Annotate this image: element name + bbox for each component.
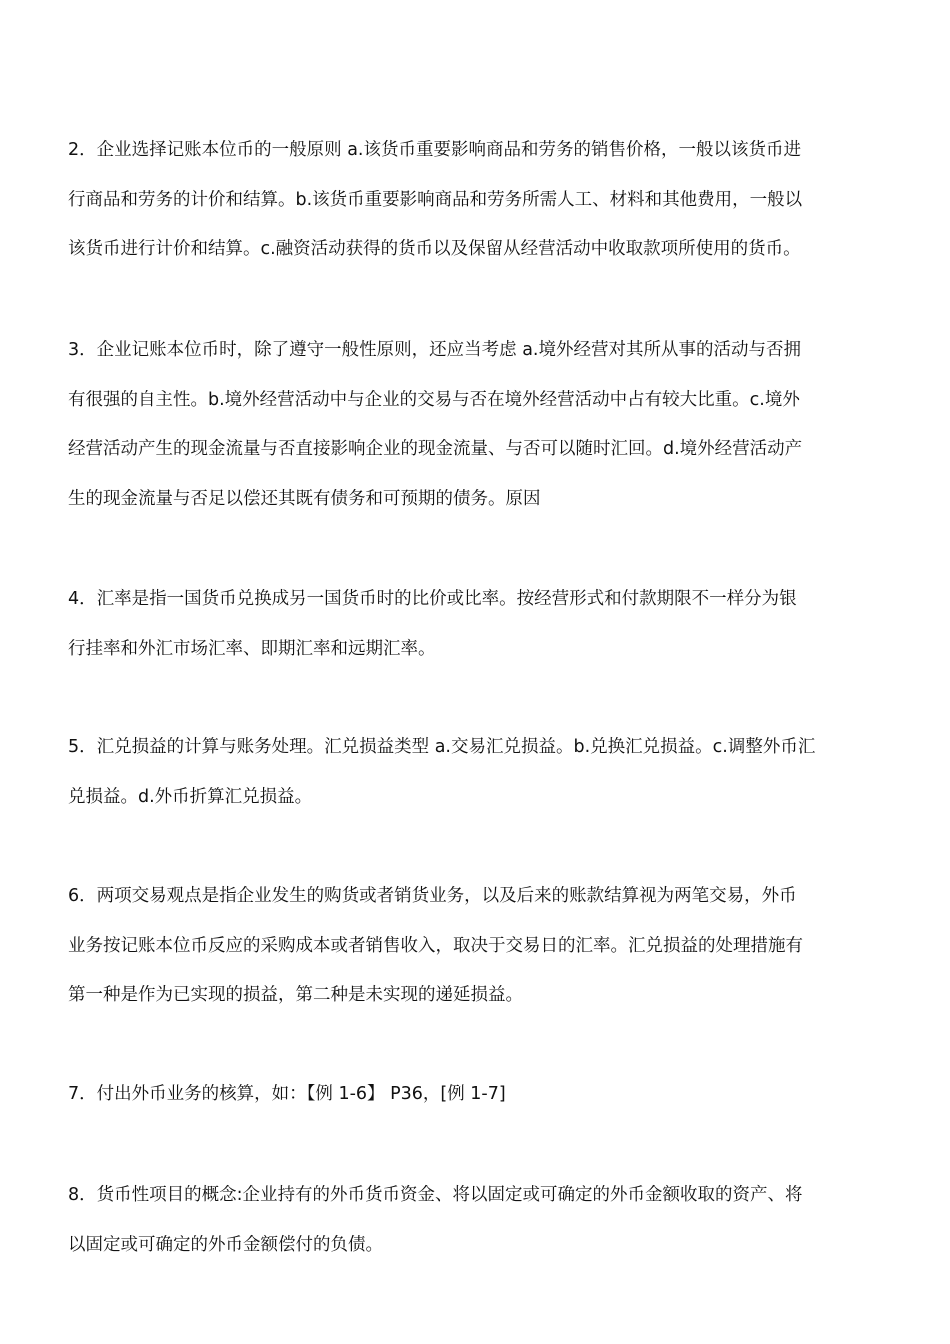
paragraph-8 bbox=[68, 1171, 880, 1270]
paragraph-6 bbox=[68, 872, 880, 1021]
paragraph-line: 2．企业选择记账本位币的一般原则 a.该货币重要影响商品和劳务的销售价格，一般以该货币进 bbox=[68, 140, 801, 160]
paragraph-line: 7．付出外币业务的核算，如：【例 1-6】 P36，[例 1-7] bbox=[68, 1084, 506, 1104]
paragraph-line: 3．企业记账本位币时，除了遵守一般性原则，还应当考虑 a.境外经营对其所从事的活动与否拥 bbox=[68, 340, 801, 360]
paragraph-line: 第一种是作为已实现的损益，第二种是未实现的递延损益。 bbox=[68, 985, 523, 1005]
paragraph-2 bbox=[68, 126, 880, 275]
paragraph-7 bbox=[68, 1070, 880, 1120]
paragraph-line: 生的现金流量与否足以偿还其既有债务和可预期的债务。原因 bbox=[68, 488, 541, 509]
paragraph-line: 以固定或可确定的外币金额偿付的负债。 bbox=[68, 1234, 383, 1255]
paragraph-line: 行商品和劳务的计价和结算。b.该货币重要影响商品和劳务所需人工、材料和其他费用，一般以 bbox=[68, 189, 803, 210]
paragraph-line: 5．汇兑损益的计算与账务处理。汇兑损益类型 a.交易汇兑损益。b.兑换汇兑损益。c.调整外币汇 bbox=[68, 737, 816, 757]
paragraph-line: 该货币进行计价和结算。c.融资活动获得的货币以及保留从经营活动中收取款项所使用的货币。 bbox=[68, 239, 801, 259]
paragraph-line: 业务按记账本位币反应的采购成本或者销售收入，取决于交易日的汇率。汇兑损益的处理措施有 bbox=[68, 935, 803, 956]
paragraph-line: 有很强的自主性。b.境外经营活动中与企业的交易与否在境外经营活动中占有较大比重。c.境外 bbox=[68, 389, 800, 410]
paragraph-line: 行挂率和外汇市场汇率、即期汇率和远期汇率。 bbox=[68, 638, 436, 659]
paragraph-4 bbox=[68, 575, 880, 674]
paragraph-3 bbox=[68, 326, 880, 524]
paragraph-line: 经营活动产生的现金流量与否直接影响企业的现金流量、与否可以随时汇回。d.境外经营活动产 bbox=[68, 439, 803, 459]
paragraph-5 bbox=[68, 723, 880, 822]
paragraph-line: 6．两项交易观点是指企业发生的购货或者销货业务，以及后来的账款结算视为两笔交易，外币 bbox=[68, 886, 797, 906]
paragraph-line: 兑损益。d.外币折算汇兑损益。 bbox=[68, 786, 313, 807]
paragraph-line: 8．货币性项目的概念:企业持有的外币货币资金、将以固定或可确定的外币金额收取的资产、将 bbox=[68, 1185, 803, 1205]
paragraph-line: 4．汇率是指一国货币兑换成另一国货币时的比价或比率。按经营形式和付款期限不一样分为银 bbox=[68, 589, 797, 609]
